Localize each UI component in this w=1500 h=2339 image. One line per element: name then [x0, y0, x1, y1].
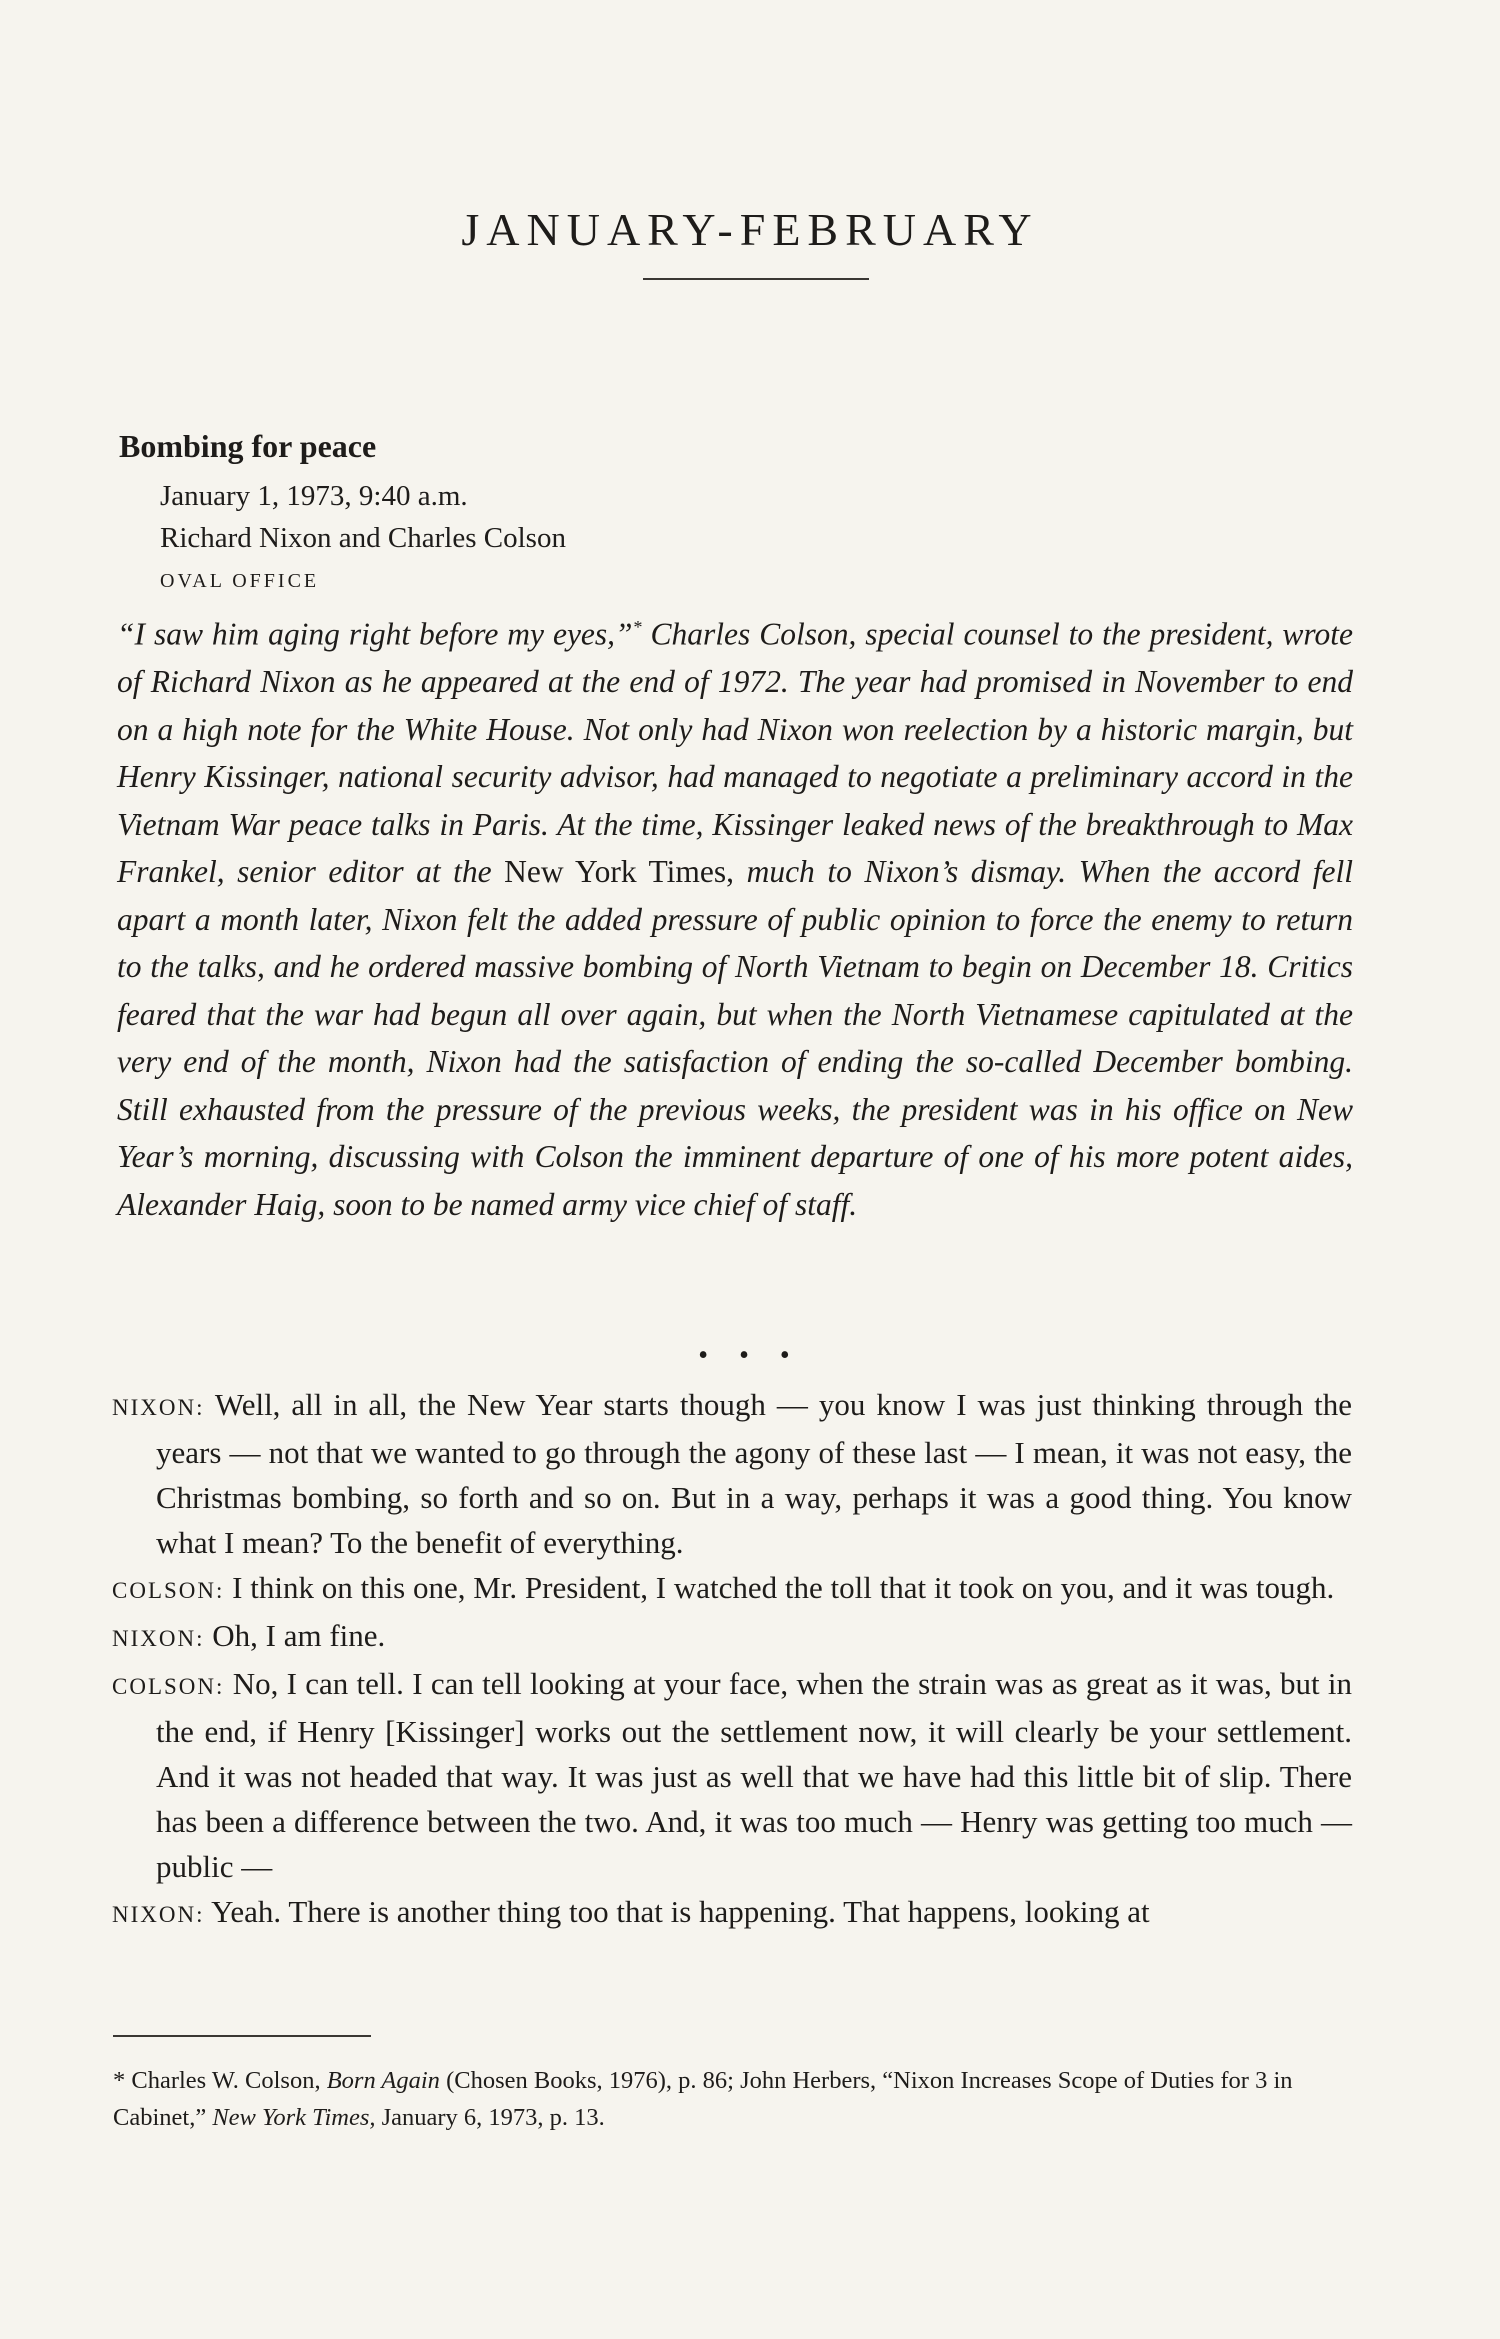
dialogue-turn — [112, 1613, 1352, 1661]
dialogue-turn — [112, 1889, 1352, 1937]
dialogue-turn — [112, 1382, 1352, 1565]
intro-text-1: Charles Colson, special counsel to the president, wrote of Richard Nixon as he appeared at the end of 1972. The year had promised in November to end on a high note for the White House. Not only had Nixon won reelection by a historic margin, but Henry Kissinger, national security advisor, had managed to negotiate a preliminary accord in the Vietnam War peace talks in Paris. At the time, Kissinger leaked news of the breakthrough to Max Frankel, senior editor at the — [117, 616, 1354, 889]
footnote-mark: * — [113, 2067, 126, 2094]
footnote-paper-title: New York Times, — [212, 2104, 376, 2131]
speaker-label: NIXON: — [112, 1626, 205, 1651]
footnote-text-3: January 6, 1973, p. 13. — [375, 2104, 605, 2131]
footnote-text-2: (Chosen Books, 1976), p. 86; John Herbers, “Nixon Increases Scope of Duties for 3 in Cabinet,” — [113, 2067, 1293, 2131]
speaker-label: NIXON: — [112, 1395, 205, 1420]
section-break: • • • — [698, 1340, 802, 1371]
dialogue-turn — [112, 1661, 1352, 1889]
speaker-label: COLSON: — [112, 1674, 225, 1699]
footnote-rule — [113, 2035, 371, 2037]
conversation-date: January 1, 1973, 9:40 a.m. — [160, 480, 468, 512]
dialogue-text: Oh, I am fine. — [212, 1618, 386, 1653]
section-heading: Bombing for peace — [119, 428, 377, 464]
dialogue-text: Yeah. There is another thing too that is happening. That happens, looking at — [211, 1894, 1150, 1929]
chapter-title: JANUARY-FEBRUARY — [461, 203, 1039, 255]
intro-quote: “I saw him aging right before my eyes,” — [117, 616, 633, 652]
footnote — [113, 2062, 1353, 2136]
intro-publication: New York Times, — [504, 854, 735, 889]
speaker-label: NIXON: — [112, 1902, 205, 1927]
conversation-location: OVAL OFFICE — [160, 570, 320, 592]
dialogue-text: I think on this one, Mr. President, I watched the toll that it took on you, and it was tough. — [232, 1570, 1335, 1605]
footnote-text-1: Charles W. Colson, — [125, 2067, 327, 2094]
speaker-label: COLSON: — [112, 1578, 225, 1603]
footnote-reference: * — [632, 617, 642, 637]
footnote-book-title: Born Again — [326, 2067, 440, 2094]
dialogue-text: Well, all in all, the New Year starts though — you know I was just thinking through the years — not that we wanted to go through the agony of these last — I mean, it was not easy, the Christmas bombing, so forth and so on. But in a way, perhaps it was a good thing. You know what I mean? To the benefit of everything. — [156, 1387, 1352, 1560]
conversation-participants: Richard Nixon and Charles Colson — [160, 522, 566, 554]
dialogue-text: No, I can tell. I can tell looking at your face, when the strain was as great as it was, but in the end, if Henry [Kissinger] works out the settlement now, it will clearly be your settlement. And it was not headed that way. It was just as well that we have had this little bit of slip. There has been a difference between the two. And, it was too much — Henry was getting too much — public — — [156, 1666, 1352, 1884]
dialogue-turn — [112, 1565, 1352, 1613]
intro-text-2: much to Nixon’s dismay. When the accord fell apart a month later, Nixon felt the added pressure of public opinion to force the enemy to return to the talks, and he ordered massive bombing of North Vietnam to begin on December 18. Critics feared that the war had begun all over again, but when the North Vietnamese capitulated at the very end of the month, Nixon had the satisfaction of ending the so-called December bombing. Still exhausted from the pressure of the previous weeks, the president was in his office on New Year’s morning, discussing with Colson the imminent departure of one of his more potent aides, Alexander Haig, soon to be named army vice chief of staff. — [117, 854, 1353, 1222]
title-rule — [643, 278, 869, 280]
transcript — [112, 1382, 1352, 1937]
intro-paragraph — [117, 604, 1353, 1228]
